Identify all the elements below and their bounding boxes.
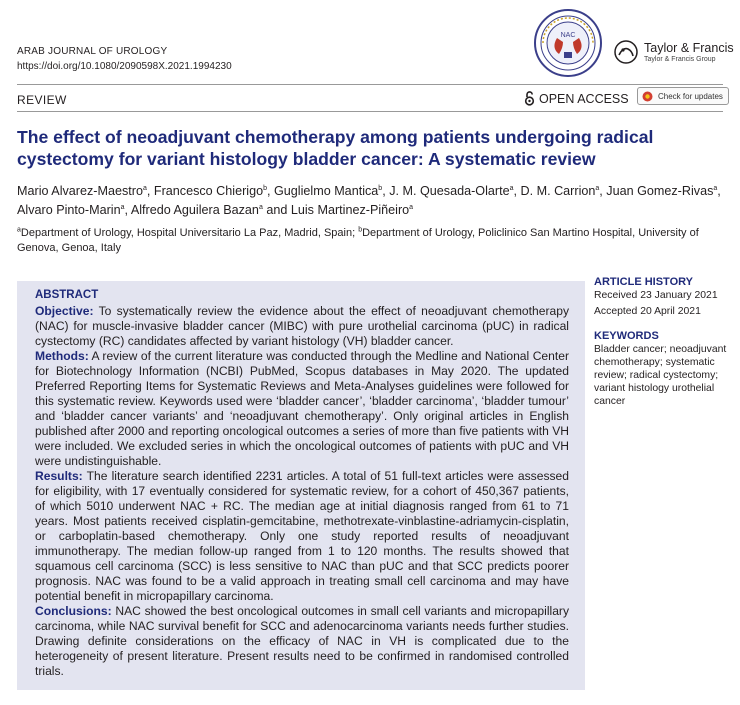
author-name[interactable]: Francesco Chierigo [153, 184, 264, 198]
author-affiliation-marker: a [409, 203, 414, 211]
accepted-date: Accepted 20 April 2021 [594, 306, 701, 317]
abstract-sections [35, 304, 569, 679]
author-affiliation-marker: a [120, 203, 125, 211]
journal-name: ARAB JOURNAL OF UROLOGY [17, 46, 168, 57]
abstract-heading: ABSTRACT [35, 289, 99, 301]
header-divider [17, 84, 723, 85]
author-affiliation-marker: a [258, 203, 263, 211]
abstract-paragraph [35, 469, 569, 604]
author-affiliation-marker: b [378, 184, 383, 192]
affiliations [17, 226, 732, 256]
abstract-paragraph [35, 304, 569, 349]
abstract-section-text: To systematically review the evidence about the effect of neoadjuvant chemotherapy (NAC) for muscle-invasive bladder cancer (MIBC) with pure urothelial carcinoma (pUC) in radical cystectomy (RC) candidates affected by variant histology (VH) bladder cancer. [35, 304, 569, 348]
author-affiliation-marker: a [509, 184, 514, 192]
doi-link[interactable]: https://doi.org/10.1080/2090598X.2021.1994230 [17, 61, 232, 72]
author-name[interactable]: J. M. Quesada-Olarte [389, 184, 510, 198]
author-name[interactable]: Luis Martinez-Piñeiro [290, 203, 410, 217]
author-affiliation-marker: b [263, 184, 267, 192]
author-separator: , [513, 184, 521, 198]
author-affiliation-marker: a [595, 184, 600, 192]
received-date: Received 23 January 2021 [594, 290, 718, 301]
abstract-paragraph [35, 604, 569, 679]
keywords-list: Bladder cancer; neoadjuvant chemotherapy; systematic review; radical cystectomy; variant histology urothelial cancer [594, 344, 727, 407]
abstract-box [17, 281, 585, 690]
taylor-francis-icon [614, 40, 638, 64]
author-separator: , [124, 203, 131, 217]
check-updates-icon [642, 91, 653, 102]
check-updates-label: Check for updates [658, 91, 723, 101]
abstract-section-label: Objective: [35, 304, 94, 318]
journal-seal-logo [533, 8, 603, 78]
author-affiliation-marker: a [142, 184, 147, 192]
publisher-group: Taylor & Francis Group [644, 56, 716, 63]
author-name[interactable]: Juan Gomez-Rivas [606, 184, 714, 198]
author-affiliation-marker: a [713, 184, 718, 192]
author-separator: , [382, 184, 390, 198]
abstract-section-label: Conclusions: [35, 604, 112, 618]
abstract-paragraph [35, 349, 569, 469]
article-type: REVIEW [17, 93, 67, 107]
meta-divider [17, 111, 723, 112]
keywords-heading: KEYWORDS [594, 330, 659, 342]
open-access-label: OPEN ACCESS [539, 91, 629, 106]
check-for-updates-button[interactable] [637, 87, 729, 105]
seal-text: NAC [560, 32, 576, 39]
open-access-badge [524, 91, 629, 106]
abstract-section-label: Results: [35, 469, 83, 483]
author-separator: , [146, 184, 154, 198]
article-title: The effect of neoadjuvant chemotherapy among patients undergoing radical cystectomy for variant histology bladder cancer: A systematic review [17, 127, 654, 169]
author-name[interactable]: D. M. Carrion [520, 184, 596, 198]
author-list [17, 182, 732, 220]
publisher-logo [614, 40, 734, 64]
author-name[interactable]: Alfredo Aguilera Bazan [130, 203, 259, 217]
article-info-sidebar [594, 276, 729, 408]
affiliation-text: Department of Urology, Hospital Universitario La Paz, Madrid, Spain; [20, 227, 359, 239]
publisher-name: Taylor & Francis [644, 41, 734, 55]
author-name[interactable]: Guglielmo Mantica [274, 184, 379, 198]
abstract-section-label: Methods: [35, 349, 89, 363]
open-lock-icon [524, 91, 535, 106]
abstract-section-text: NAC showed the best oncological outcomes in small cell variants and micropapillary carcinoma, while NAC survival benefit for SCC and adenocarcinoma variants needs further studies. Drawing definite considerations on the efficacy of NAC in VH is complicated due to the heterogeneity of present literature. Present results need to be confirmed in randomised controlled trials. [35, 604, 569, 678]
author-separator: , [599, 184, 607, 198]
affiliation-marker: b [358, 226, 363, 234]
author-separator: , [267, 184, 274, 198]
affiliation-text: Department of Urology, Policlinico San Martino Hospital, University of Genova, Genoa, Italy [17, 227, 699, 254]
article-history-heading: ARTICLE HISTORY [594, 276, 694, 288]
abstract-section-text: The literature search identified 2231 articles. A total of 51 full-text articles were assessed for eligibility, with 17 eventually considered for systematic review, for a cohort of 450,367 patients, of which 5010 underwent NAC + RC. The median age at initial diagnosis ranged from 61 to 71 years. Most patients received cisplatin-gemcitabine, methotrexate-vinblastine-adriamycin-cisplatin, or carboplatin-based chemotherapy. Only one study reported results of neoadjuvant immunotherapy. The median follow-up ranged from 1 to 120 months. The results showed that squamous cell carcinoma (SCC) is less sensitive to NAC than pUC and that SCC predicts poorer prognosis. NAC was found to be a valid approach in treating small cell carcinoma and may have potential benefit in micropapillary carcinoma. [35, 469, 569, 603]
author-name[interactable]: Alvaro Pinto-Marin [17, 203, 121, 217]
author-separator: , [717, 184, 721, 198]
abstract-section-text: A review of the current literature was conducted through the Medline and National Center for Biotechnology Information (NCBI) PubMed, Scopus databases in May 2020. The updated Preferred Reporting Items for Systematic Reviews and Meta-Analyses guidelines were followed for this systematic review. Keywords used were ‘bladder cancer’, ‘bladder carcinoma’, ‘bladder tumour’ and ‘bladder cancer variants’ and ‘neoadjuvant chemotherapy’. Only original articles in English published after 2000 and reporting oncological outcomes a series of more than five patients with VH were included. We excluded series in which the oncological outcomes of patients with pUC and VH were undistinguishable. [35, 349, 569, 468]
affiliation-marker: a [17, 226, 21, 234]
author-name[interactable]: Mario Alvarez-Maestro [17, 184, 143, 198]
author-separator: and [262, 203, 291, 217]
